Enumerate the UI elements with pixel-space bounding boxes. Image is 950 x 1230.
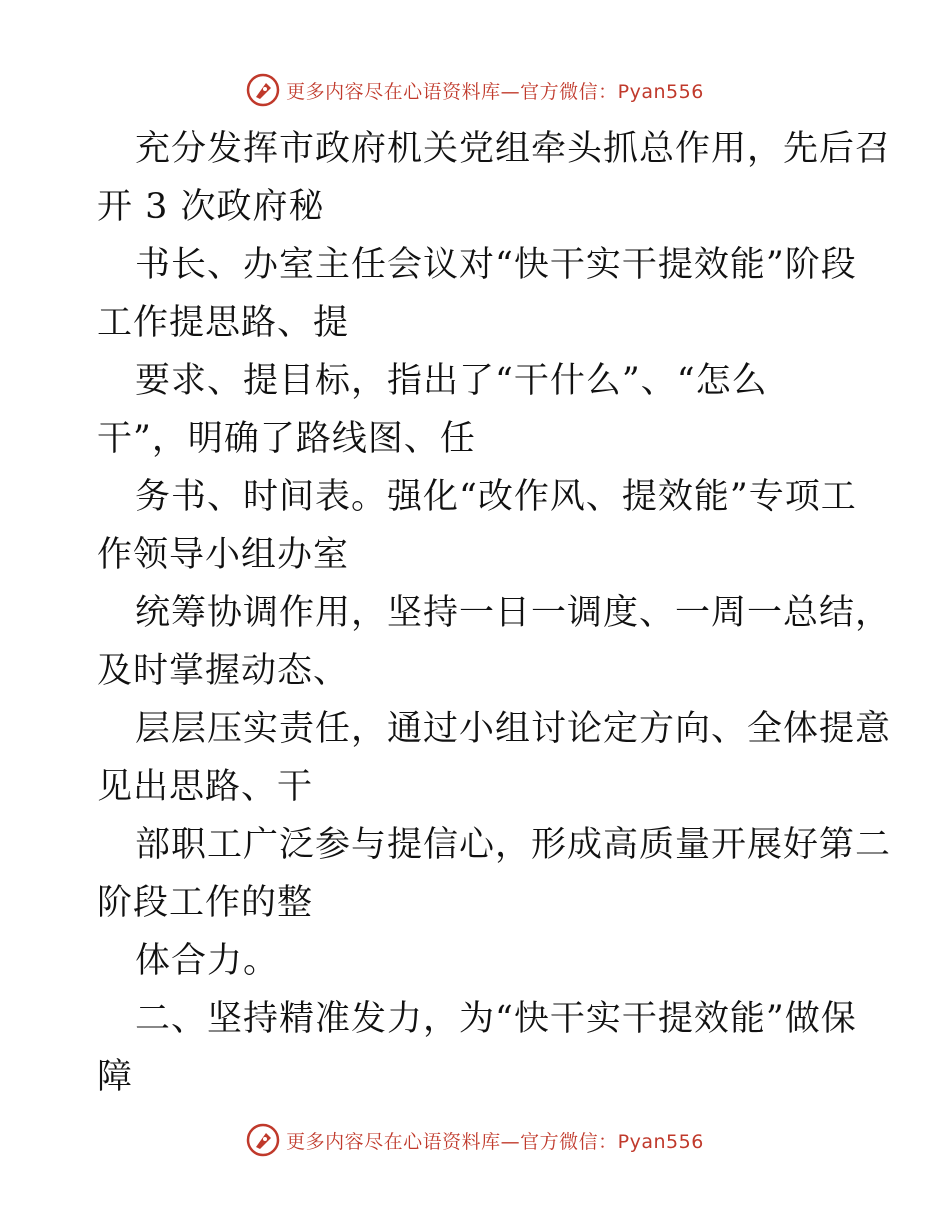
text-line: 体合力。 [135,941,280,981]
text-line: 工作提思路、提 [97,303,350,343]
text-line: 阶段工作的整 [97,883,314,923]
header-banner-text: 更多内容尽在心语资料库—官方微信：Pyan556 [286,80,704,103]
text-line: 见出思路、干 [97,767,314,807]
document-body [97,120,892,1106]
text-line: 部职工广泛参与提信心，形成高质量开展好第二 [135,825,892,865]
text-line: 统筹协调作用，坚持一日一调度、一周一总结， [135,593,892,633]
pen-nib-logo-icon [246,1123,280,1157]
text-line: 充分发挥市政府机关党组牵头抓总作用，先后召 [135,129,892,169]
text-line: 干”，明确了路线图、任 [97,419,476,459]
footer-banner-text: 更多内容尽在心语资料库—官方微信：Pyan556 [286,1130,704,1153]
text-line: 开 3 次政府秘 [97,187,325,227]
text-line: 要求、提目标，指出了“干什么”、“怎么 [135,361,768,401]
pen-nib-logo-icon [246,73,280,107]
text-line: 层层压实责任，通过小组讨论定方向、全体提意 [135,709,892,749]
text-line: 作领导小组办室 [97,535,350,575]
text-line: 书长、办室主任会议对“快干实干提效能”阶段 [135,245,857,285]
footer-banner [0,1120,950,1160]
text-line: 及时掌握动态、 [97,651,350,691]
text-line: 务书、时间表。强化“改作风、提效能”专项工 [135,477,857,517]
text-line: 障 [97,1057,134,1097]
header-banner [0,70,950,110]
section-heading: 二、坚持精准发力，为“快干实干提效能”做保 [135,999,857,1039]
